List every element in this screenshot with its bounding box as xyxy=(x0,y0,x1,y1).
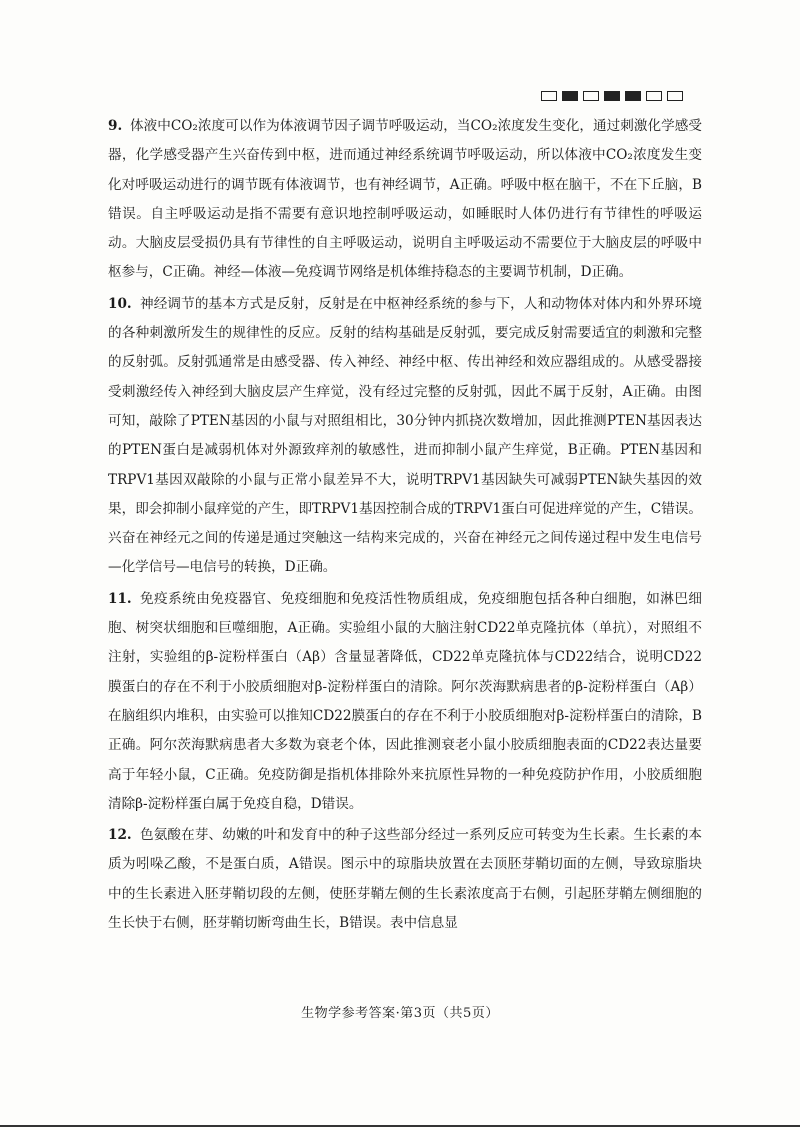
answer-content xyxy=(108,112,702,938)
mark-box-filled xyxy=(604,91,620,101)
bottom-rule xyxy=(0,1125,800,1127)
header-marks xyxy=(541,91,683,101)
item-number: 9. xyxy=(108,118,123,134)
page-footer: 生物学参考答案·第3页（共5页） xyxy=(301,1006,499,1021)
answer-item-12 xyxy=(108,821,702,938)
item-text: 神经调节的基本方式是反射，反射是在中枢神经系统的参与下，人和动物体对体内和外界环境的各种刺激所发生的规律性的反应。反射的结构基础是反射弧，要完成反射需要适宜的刺激和完整的反射弧。反射弧通常是由感受器、传入神经、神经中枢、传出神经和效应器组成的。从感受器接受刺激经传入神经到大脑皮层产生痒觉，没有经过完整的反射弧，因此不属于反射，A正确。由图可知，敲除了PTEN基因的小鼠与对照组相比，30分钟内抓挠次数增加，因此推测PTEN基因表达的PTEN蛋白是减弱机体对外源致痒剂的敏感性，进而抑制小鼠产生痒觉，B正确。PTEN基因和TRPV1基因双敲除的小鼠与正常小鼠差异不大，说明TRPV1基因缺失可减弱PTEN缺失基因的效果，即会抑制小鼠痒觉的产生，即TRPV1基因控制合成的TRPV1蛋白可促进痒觉的产生，C错误。兴奋在神经元之间的传递是通过突触这一结构来完成的，兴奋在神经元之间传递过程中发生电信号—化学信号—电信号的转换，D正确。 xyxy=(108,295,702,576)
mark-box xyxy=(667,91,683,101)
item-number: 10. xyxy=(108,295,132,312)
answer-item-11 xyxy=(108,585,702,819)
answer-item-9 xyxy=(108,112,702,288)
answer-item-10 xyxy=(108,290,702,583)
item-number: 12. xyxy=(108,827,132,844)
item-text: 体液中CO₂浓度可以作为体液调节因子调节呼吸运动，当CO₂浓度发生变化，通过刺激化学感受器，化学感受器产生兴奋传到中枢，进而通过神经系统调节呼吸运动，所以体液中CO₂浓度发生变化对呼吸运动进行的调节既有体液调节，也有神经调节，A正确。呼吸中枢在脑干，不在下丘脑，B错误。自主呼吸运动是指不需要有意识地控制呼吸运动，如睡眠时人体仍进行有节律性的呼吸运动。大脑皮层受损仍具有节律性的自主呼吸运动，说明自主呼吸运动不需要位于大脑皮层的呼吸中枢参与，C正确。神经—体液—免疫调节网络是机体维持稳态的主要调节机制，D正确。 xyxy=(108,118,702,281)
item-text: 色氨酸在芽、幼嫩的叶和发育中的种子这些部分经过一系列反应可转变为生长素。生长素的本质为吲哚乙酸，不是蛋白质，A错误。图示中的琼脂块放置在去顶胚芽鞘切面的左侧，导致琼脂块中的生长素进入胚芽鞘切段的左侧，使胚芽鞘左侧的生长素浓度高于右侧，引起胚芽鞘左侧细胞的生长快于右侧，胚芽鞘切断弯曲生长，B错误。表中信息显 xyxy=(108,827,702,932)
item-number: 11. xyxy=(108,590,132,607)
mark-box-filled xyxy=(562,91,578,101)
mark-box xyxy=(646,91,662,101)
mark-box xyxy=(583,91,599,101)
item-text: 免疫系统由免疫器官、免疫细胞和免疫活性物质组成，免疫细胞包括各种白细胞，如淋巴细胞、树突状细胞和巨噬细胞，A正确。实验组小鼠的大脑注射CD22单克隆抗体（单抗），对照组不注射，实验组的β-淀粉样蛋白（Aβ）含量显著降低，CD22单克隆抗体与CD22结合，说明CD22膜蛋白的存在不利于小胶质细胞对β-淀粉样蛋白的清除。阿尔茨海默病患者的β-淀粉样蛋白（Aβ）在脑组织内堆积，由实验可以推知CD22膜蛋白的存在不利于小胶质细胞对β-淀粉样蛋白的清除，B正确。阿尔茨海默病患者大多数为衰老个体，因此推测衰老小鼠小胶质细胞表面的CD22表达量要高于年轻小鼠，C正确。免疫防御是指机体排除外来抗原性异物的一种免疫防护作用，小胶质细胞清除β-淀粉样蛋白属于免疫自稳，D错误。 xyxy=(108,590,702,812)
mark-box xyxy=(541,91,557,101)
mark-box-filled xyxy=(625,91,641,101)
